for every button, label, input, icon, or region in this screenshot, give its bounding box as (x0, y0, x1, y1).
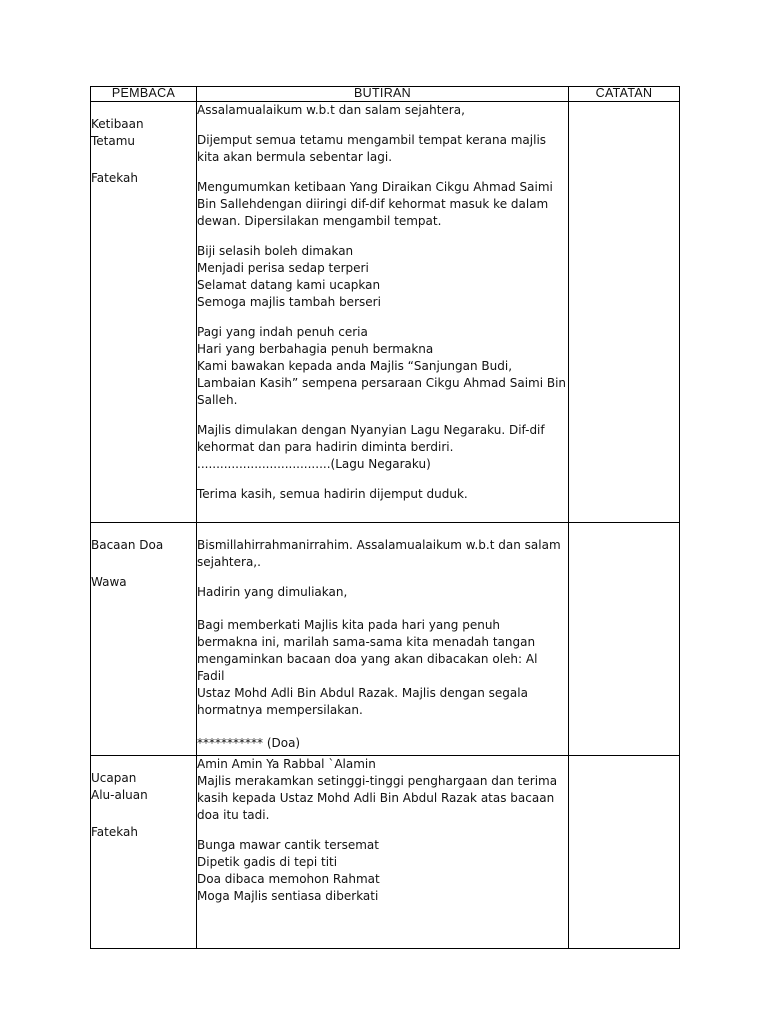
reader-name: Fatekah (91, 171, 138, 185)
details-cell (197, 756, 569, 949)
notes-cell (569, 756, 680, 949)
detail-line: Bunga mawar cantik tersemat (197, 838, 379, 852)
reader-cell (91, 102, 197, 523)
detail-line: Amin Amin Ya Rabbal `Alamin (197, 757, 376, 771)
detail-line: Bismillahirrahmanirrahim. Assalamualaikum w.b.t dan salam (197, 538, 561, 552)
reader-cell (91, 756, 197, 949)
detail-line: Majlis dimulakan dengan Nyanyian Lagu Negaraku. Dif-dif (197, 423, 545, 437)
detail-line: dewan. Dipersilakan mengambil tempat. (197, 214, 442, 228)
detail-line: Majlis merakamkan setinggi-tinggi penghargaan dan terima (197, 774, 558, 788)
detail-line: ...................................(Lagu Negaraku) (197, 457, 431, 471)
detail-line: hormatnya mempersilakan. (197, 703, 363, 717)
detail-line: Hadirin yang dimuliakan, (197, 585, 348, 599)
pantun-paragraph (197, 243, 568, 311)
table-row (91, 756, 680, 949)
reader-role-line: Tetamu (91, 134, 136, 148)
detail-paragraph (197, 584, 568, 601)
detail-paragraph (197, 537, 568, 571)
reader-role-line: Bacaan Doa (91, 538, 164, 552)
table-row (91, 102, 680, 523)
detail-line: Menjadi perisa sedap terperi (197, 261, 369, 275)
detail-paragraph (197, 179, 568, 230)
detail-line: Doa dibaca memohon Rahmat (197, 872, 380, 886)
header-butiran: BUTIRAN (197, 87, 569, 102)
detail-paragraph (197, 486, 568, 503)
reader-role-line: Alu-aluan (91, 788, 148, 802)
reader-role-line: Ucapan (91, 771, 137, 785)
detail-line: Lambaian Kasih” sempena persaraan Cikgu Ahmad Saimi Bin (197, 376, 567, 390)
detail-line: sejahtera,. (197, 555, 261, 569)
reader-name: Fatekah (91, 825, 138, 839)
reader-role (91, 537, 196, 554)
reader-role (91, 116, 196, 150)
detail-line: Pagi yang indah penuh ceria (197, 325, 368, 339)
detail-line: Ustaz Mohd Adli Bin Abdul Razak. Majlis dengan segala (197, 686, 528, 700)
detail-line: Salleh. (197, 393, 238, 407)
detail-paragraph (197, 735, 568, 752)
detail-paragraph (197, 617, 568, 719)
detail-line: Selamat datang kami ucapkan (197, 278, 381, 292)
pantun-paragraph (197, 837, 568, 905)
detail-line: Dipetik gadis di tepi titi (197, 855, 338, 869)
detail-line: kehormat dan para hadirin diminta berdiri. (197, 440, 454, 454)
detail-line: Kami bawakan kepada anda Majlis “Sanjungan Budi, (197, 359, 513, 373)
detail-line: Dijemput semua tetamu mengambil tempat kerana majlis (197, 133, 547, 147)
detail-line: bermakna ini, marilah sama-sama kita menadah tangan (197, 635, 536, 649)
detail-line: *********** (Doa) (197, 736, 301, 750)
reader-cell (91, 523, 197, 756)
detail-line: Biji selasih boleh dimakan (197, 244, 354, 258)
detail-line: kasih kepada Ustaz Mohd Adli Bin Abdul Razak atas bacaan (197, 791, 555, 805)
detail-paragraph (197, 102, 568, 119)
detail-paragraph (197, 324, 568, 409)
detail-line: Semoga majlis tambah berseri (197, 295, 381, 309)
header-catatan: CATATAN (569, 87, 680, 102)
detail-line: kita akan bermula sebentar lagi. (197, 150, 393, 164)
program-table (90, 86, 680, 949)
header-row (91, 87, 680, 102)
detail-paragraph (197, 132, 568, 166)
detail-line: Bagi memberkati Majlis kita pada hari yang penuh (197, 618, 501, 632)
detail-line: mengaminkan bacaan doa yang akan dibacakan oleh: Al Fadil (197, 652, 538, 683)
detail-paragraph (197, 422, 568, 473)
detail-line: Terima kasih, semua hadirin dijemput duduk. (197, 487, 468, 501)
notes-cell (569, 523, 680, 756)
detail-line: Moga Majlis sentiasa diberkati (197, 889, 379, 903)
detail-line: doa itu tadi. (197, 808, 270, 822)
details-cell (197, 102, 569, 523)
detail-line: Mengumumkan ketibaan Yang Diraikan Cikgu Ahmad Saimi (197, 180, 553, 194)
details-cell (197, 523, 569, 756)
reader-name: Wawa (91, 575, 127, 589)
detail-line: Bin Sallehdengan diiringi dif-dif kehormat masuk ke dalam (197, 197, 549, 211)
detail-line: Hari yang berbahagia penuh bermakna (197, 342, 434, 356)
table-row (91, 523, 680, 756)
reader-role-line: Ketibaan (91, 117, 144, 131)
reader-role (91, 770, 196, 804)
detail-line: Assalamualaikum w.b.t dan salam sejahtera, (197, 103, 465, 117)
header-pembaca: PEMBACA (91, 87, 197, 102)
notes-cell (569, 102, 680, 523)
detail-paragraph (197, 756, 568, 824)
